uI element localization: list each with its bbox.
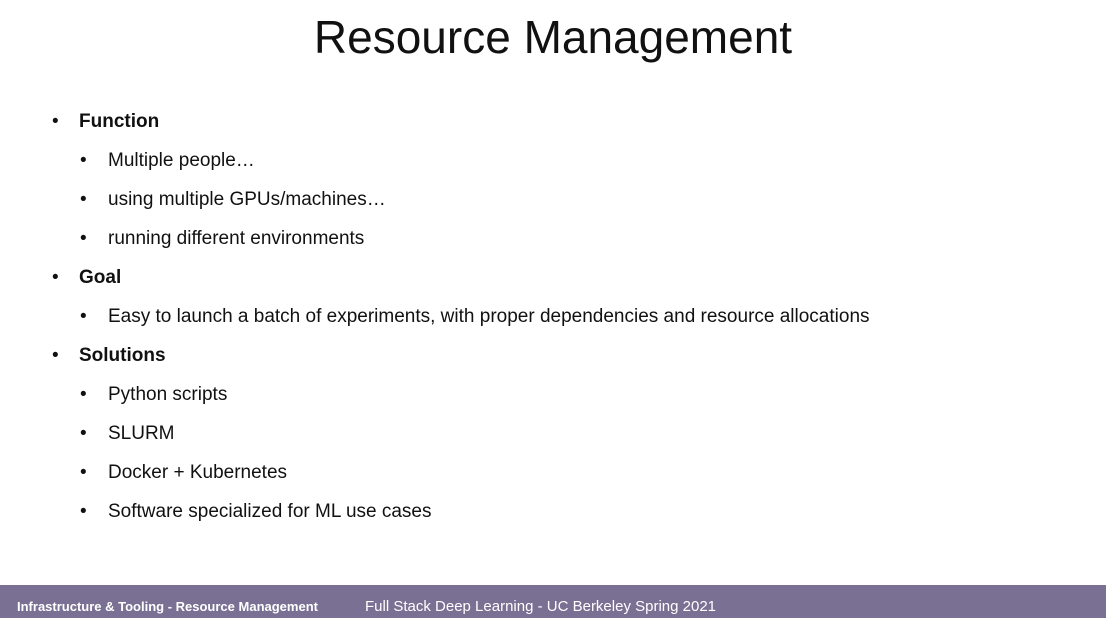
bullet-dot: •	[80, 306, 87, 327]
bullet-text: Software specialized for ML use cases	[108, 501, 432, 522]
bullet-text: Multiple people…	[108, 150, 255, 171]
bullet-dot: •	[80, 228, 87, 249]
bullet-text: SLURM	[108, 423, 175, 444]
footer-section-label: Infrastructure & Tooling - Resource Management	[17, 599, 318, 614]
sub-bullet	[80, 383, 228, 407]
sub-bullet	[80, 500, 432, 524]
bullet-dot: •	[80, 150, 87, 171]
bullet-dot: •	[52, 111, 59, 132]
bullet-goal	[52, 266, 122, 290]
sub-bullet	[80, 149, 255, 173]
bullet-text: Python scripts	[108, 384, 228, 405]
bullet-text: Solutions	[79, 345, 166, 366]
bullet-text: Goal	[79, 267, 122, 288]
bullet-text: running different environments	[108, 228, 365, 249]
footer-course-label: Full Stack Deep Learning - UC Berkeley Spring 2021	[365, 598, 717, 615]
bullet-dot: •	[80, 189, 87, 210]
sub-bullet	[80, 422, 175, 446]
footer-bar	[0, 585, 1106, 618]
slide-title: Resource Management	[313, 11, 793, 63]
bullet-solutions	[52, 344, 166, 368]
bullet-text: Docker + Kubernetes	[108, 462, 288, 483]
bullet-dot: •	[80, 423, 87, 444]
bullet-dot: •	[80, 501, 87, 522]
bullet-dot: •	[80, 384, 87, 405]
sub-bullet	[80, 227, 365, 251]
bullet-function	[52, 110, 160, 134]
bullet-text: using multiple GPUs/machines…	[108, 189, 386, 210]
bullet-text: Easy to launch a batch of experiments, with proper dependencies and resource allocations	[108, 306, 870, 327]
bullet-text: Function	[79, 111, 160, 132]
bullet-dot: •	[80, 462, 87, 483]
bullet-dot: •	[52, 267, 59, 288]
sub-bullet	[80, 188, 386, 212]
sub-bullet	[80, 461, 288, 485]
bullet-dot: •	[52, 345, 59, 366]
sub-bullet	[80, 305, 870, 329]
